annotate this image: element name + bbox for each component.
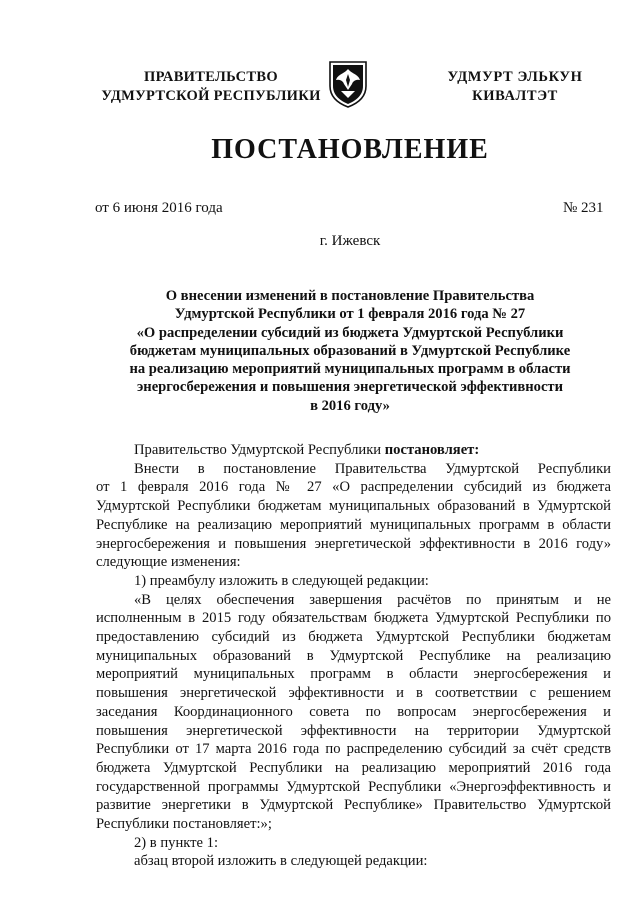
body-line: абзац второй изложить в следующей редакции:: [134, 853, 428, 870]
coat-of-arms-icon: [328, 60, 368, 108]
document-date: от 6 июня 2016 года: [95, 200, 223, 216]
subject-line: бюджетам муниципальных образований в Удмуртской Республике: [129, 342, 571, 359]
body-line: Республики постановляет:»;: [96, 816, 272, 833]
document-subject: [110, 287, 590, 415]
body-line: следующие изменения:: [96, 554, 241, 571]
header-left: [86, 68, 336, 106]
body-line: развитие энергетики в Удмуртской Республике» Правительство Удмуртской: [96, 797, 611, 814]
subject-line: Удмуртской Республики от 1 февраля 2016 года № 27: [174, 306, 526, 323]
document-title: ПОСТАНОВЛЕНИЕ: [211, 134, 489, 165]
subject-line: «О распределении субсидий из бюджета Удмуртской Республики: [136, 324, 564, 341]
body-line: бюджета Удмуртской Республики на реализацию мероприятий 2016 года: [96, 759, 611, 776]
body-line: энергосбережения и повышения энергетической эффективности в 2016 году»: [96, 535, 611, 552]
subject-line: в 2016 году»: [310, 397, 390, 414]
body-line: государственной программы Удмуртской Республики «Энергоэффективность и: [96, 778, 611, 795]
header-right-line-2: КИВАЛТЭТ: [472, 88, 558, 104]
header-left-line-2: УДМУРТСКОЙ РЕСПУБЛИКИ: [101, 88, 321, 104]
body-line: от 1 февраля 2016 года № 27 «О распределении субсидий из бюджета: [96, 479, 611, 496]
document-number: № 231: [563, 200, 604, 216]
intro-decision-word: постановляет:: [384, 442, 480, 458]
body-line: исполненным в 2015 году обязательствам бюджета Удмуртской Республики по: [96, 610, 611, 627]
subject-line: энергосбережения и повышения энергетической эффективности: [136, 379, 563, 396]
body-line: Удмуртской Республики бюджетам муниципальных образований в Удмуртской: [96, 498, 611, 515]
body-line: «В целях обеспечения завершения расчётов по принятым и не: [134, 591, 611, 608]
list-item-1: 1) преамбулу изложить в следующей редакции:: [134, 572, 429, 589]
header-left-line-1: ПРАВИТЕЛЬСТВО: [144, 69, 278, 85]
body-line: Республики от 17 марта 2016 года по распределению субсидий за счёт средств: [96, 741, 611, 758]
document-city: г. Ижевск: [319, 233, 381, 249]
subject-line: О внесении изменений в постановление Правительства: [165, 288, 535, 304]
body-line: заседания Координационного совета по вопросам энергосбережения и: [96, 703, 611, 720]
body-line: Республике на реализацию мероприятий муниципальных программ в области: [96, 516, 611, 533]
header-right: [435, 68, 595, 106]
body-line: мероприятий муниципальных программ в области энергосбережения и: [96, 666, 611, 683]
body-intro: [96, 441, 611, 460]
body-line: предоставлению субсидий из бюджета Удмуртской Республики бюджетам: [96, 629, 611, 646]
body-line: повышения энергетической эффективности и в соответствии с решением: [96, 685, 611, 702]
body-line: Внести в постановление Правительства Удмуртской Республики: [134, 460, 611, 477]
document-body: [96, 441, 611, 871]
header-right-line-1: УДМУРТ ЭЛЬКУН: [447, 69, 583, 85]
subject-line: на реализацию мероприятий муниципальных программ в области: [129, 361, 571, 378]
body-line: повышения энергетической эффективности на территории Удмуртской: [96, 722, 611, 739]
list-item-2: 2) в пункте 1:: [134, 834, 219, 851]
body-line: муниципальных образований в Удмуртской Республике на реализацию: [96, 647, 611, 664]
intro-text: Правительство Удмуртской Республики: [134, 442, 382, 458]
